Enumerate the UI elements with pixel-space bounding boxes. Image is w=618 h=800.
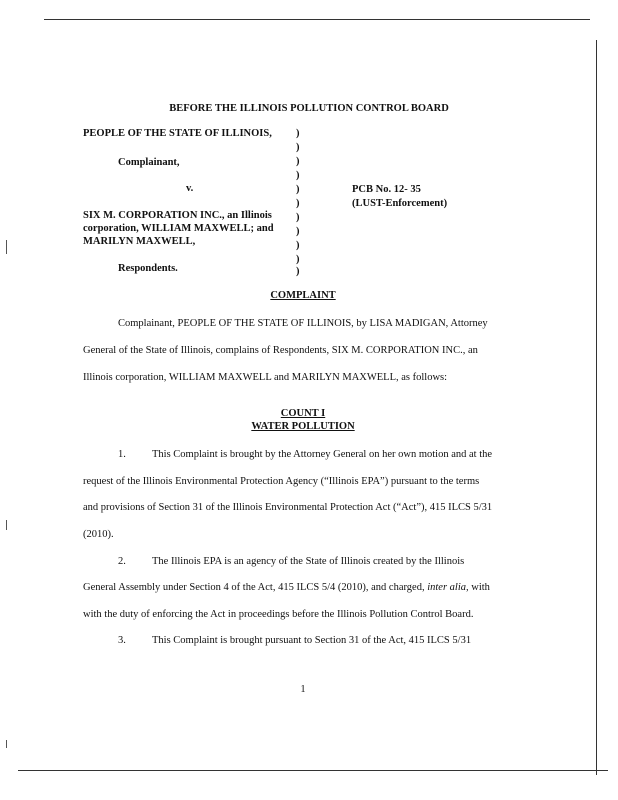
caption-paren: ) — [296, 128, 300, 139]
paragraph-number: 1. — [118, 449, 126, 460]
page-title: BEFORE THE ILLINOIS POLLUTION CONTROL BOARD — [169, 103, 449, 114]
bottom-scan-edge — [18, 770, 608, 771]
paragraph-line-mixed — [83, 582, 490, 594]
defendant-line: MARILYN MAXWELL, — [83, 236, 196, 247]
paragraph-line: This Complaint is brought pursuant to Section 31 of the Act, 415 ILCS 5/31 — [152, 635, 472, 646]
caption-paren: ) — [296, 226, 300, 237]
case-number: PCB No. 12- 35 — [352, 184, 421, 195]
plaintiff-name: PEOPLE OF THE STATE OF ILLINOIS, — [83, 128, 272, 139]
paragraph-line: (2010). — [83, 529, 114, 540]
caption-paren: ) — [296, 156, 300, 167]
paragraph-line: request of the Illinois Environmental Protection Agency (“Illinois EPA”) pursuant to the terms — [83, 476, 480, 487]
paragraph-number: 3. — [118, 635, 126, 646]
caption-paren: ) — [296, 266, 300, 277]
caption-paren: ) — [296, 170, 300, 181]
italic-term: inter alia, — [427, 582, 469, 593]
respondents-label: Respondents. — [118, 263, 178, 274]
versus-label: v. — [186, 183, 194, 194]
case-type: (LUST-Enforcement) — [352, 198, 448, 209]
left-margin-mark — [6, 520, 7, 530]
paragraph-line: and provisions of Section 31 of the Illinois Environmental Protection Act (“Act”), 415 ILCS 5/31 — [83, 502, 493, 513]
count-number: COUNT I — [280, 408, 326, 419]
paragraph-line: with the duty of enforcing the Act in proceedings before the Illinois Pollution Control Board. — [83, 609, 474, 620]
defendant-line: SIX M. CORPORATION INC., an Illinois — [83, 210, 272, 221]
count-title: WATER POLLUTION — [251, 421, 355, 432]
complainant-label: Complainant, — [118, 157, 180, 168]
complaint-heading: COMPLAINT — [270, 290, 336, 301]
top-scan-edge — [44, 19, 590, 20]
paragraph-line: This Complaint is brought by the Attorney General on her own motion and at the — [152, 449, 493, 460]
intro-line: Illinois corporation, WILLIAM MAXWELL and MARILYN MAXWELL, as follows: — [83, 372, 448, 383]
left-margin-mark — [6, 740, 7, 748]
caption-paren: ) — [296, 212, 300, 223]
paragraph-text: General Assembly under Section 4 of the Act, 415 ILCS 5/4 (2010), and charged, — [83, 582, 425, 593]
paragraph-text: with — [468, 582, 490, 593]
caption-paren: ) — [296, 240, 300, 251]
left-margin-mark — [6, 240, 7, 254]
caption-paren: ) — [296, 142, 300, 153]
paragraph-line: The Illinois EPA is an agency of the State of Illinois created by the Illinois — [152, 556, 465, 567]
caption-paren: ) — [296, 254, 300, 265]
paragraph-number: 2. — [118, 556, 126, 567]
caption-paren: ) — [296, 198, 300, 209]
intro-line: Complainant, PEOPLE OF THE STATE OF ILLINOIS, by LISA MADIGAN, Attorney — [118, 318, 488, 329]
defendant-line: corporation, WILLIAM MAXWELL; and — [83, 223, 274, 234]
caption-paren: ) — [296, 184, 300, 195]
page-number: 1 — [300, 684, 306, 695]
intro-line: General of the State of Illinois, complains of Respondents, SIX M. CORPORATION INC., an — [83, 345, 478, 356]
